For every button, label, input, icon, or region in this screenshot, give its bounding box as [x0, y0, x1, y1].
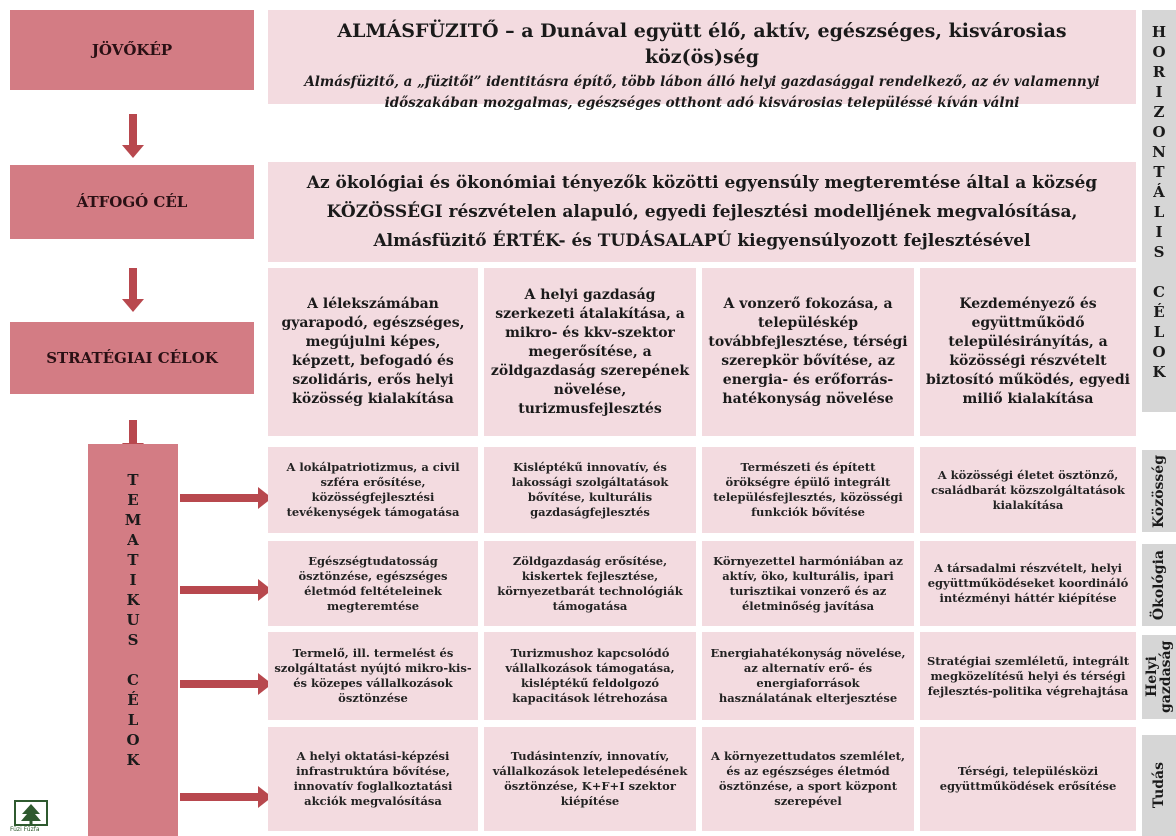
label-letter: T: [127, 471, 139, 489]
thematic-cell-text: A társadalmi részvételt, helyi együttműködéseket koordináló intézményi háttér kiépítése: [927, 561, 1129, 605]
label-letter: S: [1153, 243, 1165, 261]
label-letter: É: [1153, 303, 1165, 321]
thematic-letters: [88, 470, 178, 770]
label-letter: S: [127, 631, 139, 649]
thematic-side-label: [1142, 450, 1176, 532]
thematic-cell-text: Energiahatékonyság növelése, az alternatív erő- és energiaforrások használatának elterjesztése: [710, 646, 906, 705]
label-letter: O: [126, 731, 140, 749]
thematic-side-label: [1142, 735, 1176, 836]
thematic-cell: [920, 727, 1136, 831]
vision-label-text: JÖVŐKÉP: [91, 41, 173, 59]
thematic-cell: [920, 632, 1136, 720]
thematic-cell: [702, 632, 914, 720]
thematic-cell-text: Turizmushoz kapcsolódó vállalkozások támogatása, kisléptékű feldolgozó kapacitások létrehozása: [505, 646, 675, 705]
thematic-cell: [702, 727, 914, 831]
thematic-cell: [484, 632, 696, 720]
label-letter: A: [127, 531, 139, 549]
overall-goal-box: [268, 162, 1136, 262]
vision-box: [268, 10, 1136, 111]
label-letter: L: [127, 711, 139, 729]
thematic-side-label: [1142, 635, 1176, 719]
right-arrow-1: [180, 489, 272, 507]
thematic-cell: [268, 632, 478, 720]
label-letter: L: [1153, 323, 1165, 341]
thematic-cell-text: Természeti és épített örökségre épülő integrált településfejlesztés, közösségi funkciók bővítése: [713, 460, 903, 519]
label-letter: T: [1153, 163, 1165, 181]
label-letter: O: [1152, 343, 1166, 361]
thematic-cell: [484, 447, 696, 533]
thematic-cell: [702, 447, 914, 533]
logo: [6, 800, 56, 836]
right-arrow-2: [180, 581, 272, 599]
overall-goal-label: [10, 165, 254, 239]
thematic-cell: [920, 541, 1136, 626]
thematic-cell: [268, 447, 478, 533]
strategic-goal-text: A helyi gazdaság szerkezeti átalakítása, a mikro- és kkv-szektor megerősítése, a zöldgazdaság szerepének növelése, turizmusfejlesztés: [490, 286, 690, 417]
thematic-side-label: [1142, 544, 1176, 626]
logo-caption: Füzi Fűzfa: [10, 826, 40, 833]
vision-subtitle: Almásfüzitő, a „füzitői” identitásra építő, több lábon álló helyi gazdasággal rendelkező, az év valamennyi időszakában mozgalmas, egészséges otthont adó kisvárosias településsé kíván válni: [304, 74, 1100, 111]
label-letter: C: [127, 671, 139, 689]
tree-logo-icon: [14, 800, 48, 826]
thematic-cell-text: Zöldgazdaság erősítése, kiskertek fejlesztése, környezetbarát technológiák támogatása: [497, 553, 683, 613]
label-letter: Z: [1153, 103, 1165, 121]
label-letter: M: [124, 511, 142, 529]
strategic-goal-2: [484, 268, 696, 436]
thematic-side-label-text: Helyi gazdaság: [1144, 640, 1174, 714]
label-letter: U: [126, 611, 140, 629]
thematic-cell: [268, 727, 478, 831]
label-letter: T: [127, 551, 139, 569]
strategic-goal-text: Kezdeményező és együttműködő településirányítás, a közösségi részvételt biztosító működés, egyedi miliő kialakítása: [926, 296, 1130, 407]
thematic-cell: [268, 541, 478, 626]
label-letter: É: [127, 691, 139, 709]
label-letter: E: [127, 491, 139, 509]
thematic-cell-text: Kisléptékű innovatív, és lakossági szolgáltatások bővítése, kulturális gazdaságfejlesztés: [511, 460, 669, 519]
label-letter: Á: [1153, 183, 1165, 201]
label-letter: H: [1151, 23, 1167, 41]
horizontal-goals-panel: [1142, 10, 1176, 412]
strategic-goal-text: A lélekszámában gyarapodó, egészséges, megújulni képes, képzett, befogadó és szolidáris, erős helyi közösség kialakítása: [281, 296, 465, 407]
thematic-cell: [484, 541, 696, 626]
overall-goal-label-text: ÁTFOGÓ CÉL: [76, 193, 188, 211]
down-arrow-1: [124, 114, 142, 158]
vision-label: [10, 10, 254, 90]
thematic-cell: [920, 447, 1136, 533]
right-arrow-3: [180, 675, 272, 693]
overall-goal-line: Almásfüzitő ÉRTÉK- és TUDÁSALAPÚ kiegyensúlyozott fejlesztésével: [373, 230, 1031, 251]
thematic-cell-text: Tudásintenzív, innovatív, vállalkozások letelepedésének ösztönzése, K+F+I szektor kiépítése: [492, 749, 688, 808]
thematic-cell-text: A közösségi életet ösztönző, családbarát közszolgáltatások kialakítása: [931, 467, 1125, 512]
down-arrow-2: [124, 268, 142, 312]
overall-goal-line: Az ökológiai és ökonómiai tényezők közötti egyensúly megteremtése által a község: [306, 172, 1098, 193]
strategic-goal-text: A vonzerő fokozása, a településkép továbbfejlesztése, térségi szerepkör bővítése, az energia- és erőforrás-hatékonyság növelése: [708, 296, 908, 407]
thematic-cell-text: Stratégiai szemléletű, integrált megközelítésű helyi és térségi fejlesztés-politika végrehajtása: [926, 653, 1130, 698]
label-letter: K: [126, 751, 140, 769]
label-letter: O: [1152, 43, 1166, 61]
thematic-cell-text: A lokálpatriotizmus, a civil szféra erősítése, közösségfejlesztési tevékenységek támogatása: [286, 460, 460, 519]
label-letter: L: [1153, 203, 1165, 221]
label-letter: R: [1152, 63, 1166, 81]
thematic-cell-text: Környezettel harmóniában az aktív, öko, kulturális, ipari turisztikai vonzerő és az életminőség javítása: [713, 553, 903, 613]
label-letter: O: [1152, 123, 1166, 141]
label-letter: C: [1153, 283, 1165, 301]
right-arrow-4: [180, 788, 272, 806]
label-letter: K: [126, 591, 140, 609]
strategic-goal-1: [268, 268, 478, 436]
label-letter: I: [129, 571, 137, 589]
thematic-side-label-text: Tudás: [1151, 762, 1167, 809]
thematic-cell-text: A környezettudatos szemlélet, és az egészséges életmód ösztönzése, a sport központ szerepével: [711, 749, 905, 808]
strategic-goal-3: [702, 268, 914, 436]
label-letter: I: [1155, 223, 1163, 241]
strategic-label: [10, 322, 254, 394]
label-letter: N: [1152, 143, 1166, 161]
thematic-cell: [484, 727, 696, 831]
label-letter: I: [1155, 83, 1163, 101]
vision-title: ALMÁSFÜZITŐ – a Dunával együtt élő, aktív, egészséges, kisvárosias köz(ös)ség: [337, 20, 1067, 68]
thematic-side-label-text: Közösség: [1151, 454, 1167, 528]
horizontal-letters: [1142, 22, 1176, 382]
strategic-goal-4: [920, 268, 1136, 436]
thematic-label: [88, 444, 178, 836]
strategic-label-text: STRATÉGIAI CÉLOK: [46, 349, 218, 367]
thematic-cell-text: A helyi oktatási-képzési infrastruktúra bővítése, innovatív foglalkoztatási akciók megvalósítása: [293, 749, 453, 808]
thematic-cell-text: Termelő, ill. termelést és szolgáltatást nyújtó mikro-kis- és közepes vállalkozások ösztönzése: [274, 646, 472, 705]
thematic-cell-text: Egészségtudatosság ösztönzése, egészséges életmód feltételeinek megteremtése: [298, 553, 448, 613]
thematic-cell: [702, 541, 914, 626]
overall-goal-line: KÖZÖSSÉGI részvételen alapuló, egyedi fejlesztési modelljének megvalósítása,: [326, 201, 1078, 222]
thematic-side-label-text: Ökológia: [1151, 549, 1167, 621]
thematic-cell-text: Térségi, településközi együttműködések erősítése: [939, 764, 1117, 793]
label-letter: K: [1152, 363, 1166, 381]
